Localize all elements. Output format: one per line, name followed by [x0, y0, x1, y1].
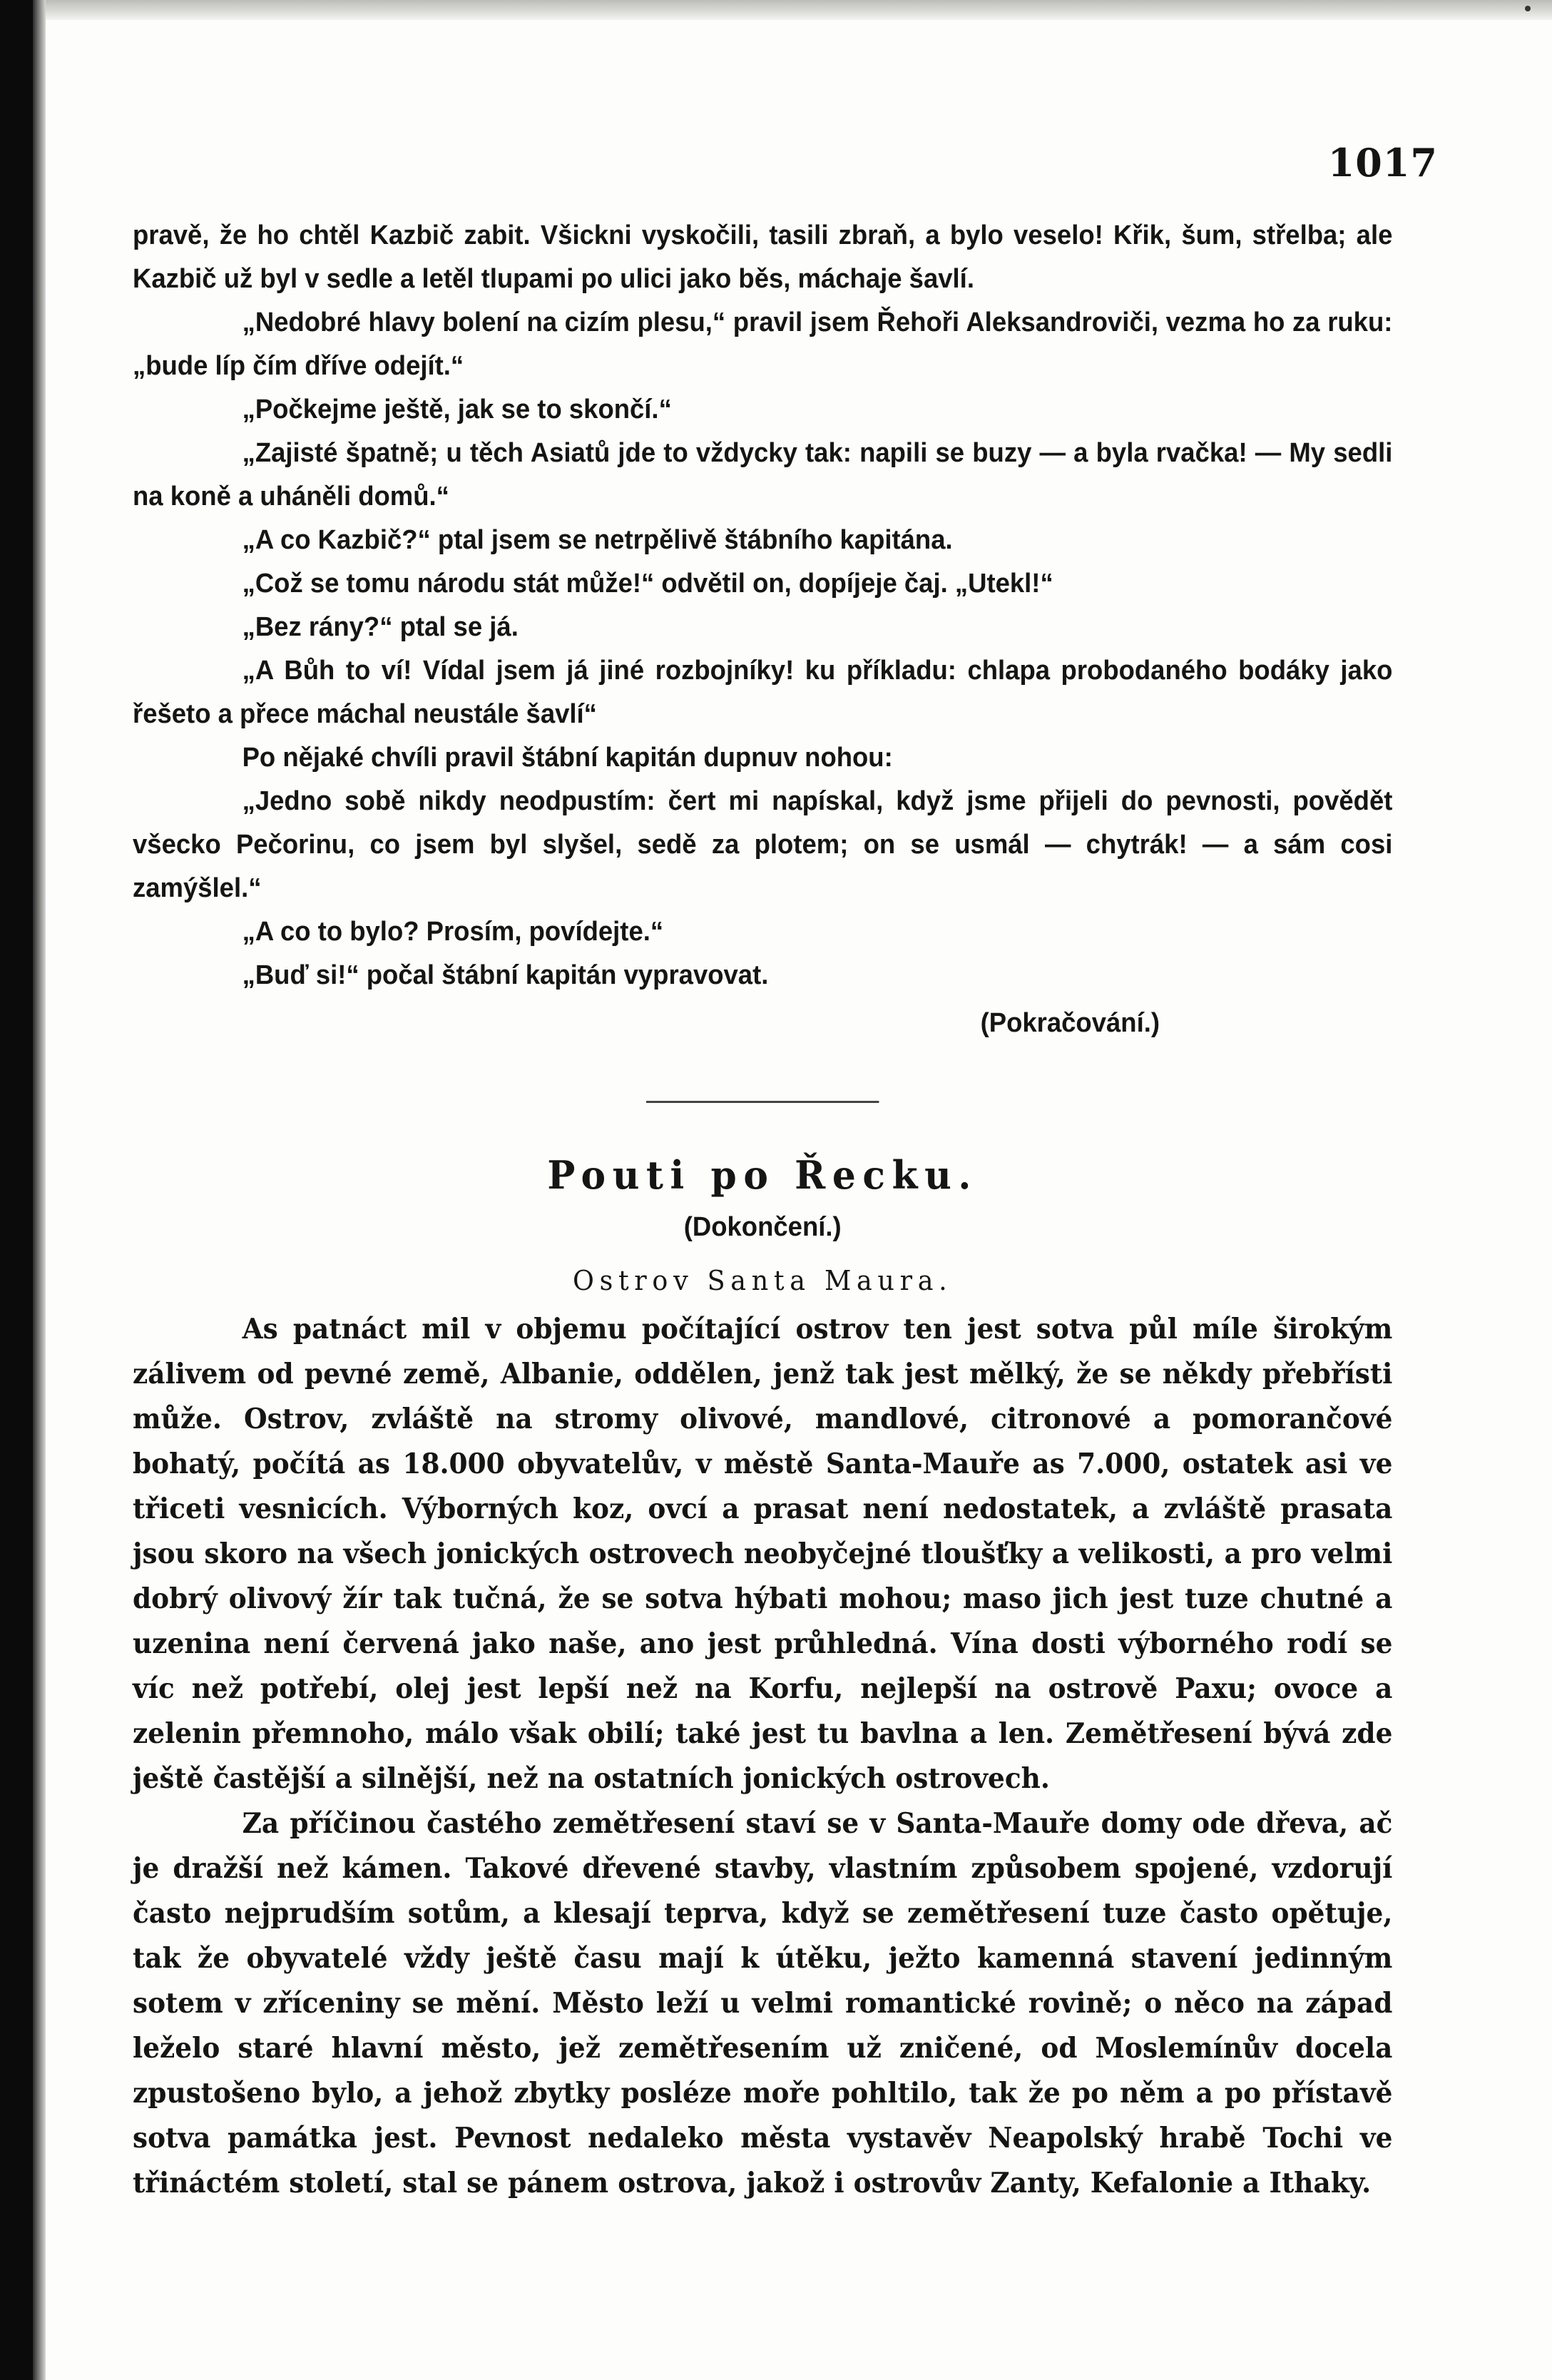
story-paragraph-6: „Což se tomu národu stát může!“ odvětil on, dopíjeje čaj. „Utekl!“ [242, 569, 1053, 599]
article-paragraph-2: Za příčinou častého zemětřesení staví se v Santa-Mauře domy ode dřeva, ač je dražší než kámen. Takové dřevené stavby, vlastním způsobem spojené, vzdorují často nejprudším sotům, a klesají teprva, když se zemětřesení tuze často opětuje, tak že obyvatelé vždy ještě času mají k útěku, ježto kamenná stavení jedinným sotem v zříceniny se mění. Město leží u velmi romantické rovině; o něco na západ leželo staré hlavní město, jež zemětřesením už zničené, od Moslemínův docela zpustošeno bylo, a jehož zbytky posléze moře pohltilo, tak že po něm a po přístavě sotva památka jest. Pevnost nedaleko města vystavěv Neapolský hrabě Tochi ve třináctém století, stal se pánem ostrova, jakož i ostrovův Zanty, Kefalonie a Ithaky. [133, 1807, 1393, 2200]
text-column [133, 214, 1392, 2206]
article-title: Pouti po Řecku. [547, 1152, 979, 1198]
story-paragraph-1: pravě, že ho chtěl Kazbič zabit. Všickni vyskočili, tasili zbraň, a bylo veselo! Křik, šum, střelba; ale Kazbič už byl v sedle a letěl tlupami po ulici jako běs, máchaje šavlí. [133, 220, 1393, 294]
article-paragraph-1: As patnáct mil v objemu počítající ostrov ten jest sotva půl míle širokým zálivem od pevné země, Albanie, oddělen, jenž tak jest mělký, že se někdy přebřísti může. Ostrov, zvláště na stromy olivové, mandlové, citronové a pomorančové bohatý, počítá as 18.000 obyvatelův, v městě Santa-Mauře as 7.000, ostatek asi ve třiceti vesnicích. Výborných koz, ovcí a prasat není nedostatek, a zvláště prasata jsou skoro na všech jonických ostrovech neobyčejné tloušťky a velikosti, a pro velmi dobrý olivový žír tak tučná, že se sotva hýbati mohou; maso jich jest tuze chutné a uzenina není červená jako naše, ano jest průhledná. Vína dosti výborného rodí se víc než potřebí, olej jest lepší než na Korfu, nejlepší na ostrově Paxu; ovoce a zelenin přemnoho, málo však obilí; také jest tu bavlna a len. Zemětřesení bývá zde ještě častější a silnější, než na ostatních jonických ostrovech. [133, 1313, 1393, 1795]
story-paragraph-7: „Bez rány?“ ptal se já. [242, 612, 519, 642]
scan-gutter-shadow [33, 0, 46, 2380]
scan-top-shadow [0, 0, 1552, 20]
story-paragraph-2: „Nedobré hlavy bolení na cizím plesu,“ pravil jsem Řehoři Aleksandroviči, vezma ho za ruku: „bude líp čím dříve odejít.“ [133, 307, 1393, 381]
story-paragraph-9: Po nějaké chvíli pravil štábní kapitán dupnuv nohou: [242, 743, 893, 773]
article-subtitle: (Dokončení.) [683, 1212, 842, 1242]
story-paragraph-4: „Zajisté špatně; u těch Asiatů jde to vždycky tak: napili se buzy — a byla rvačka! — My sedli na koně a uháněli domů.“ [133, 438, 1393, 512]
article-body [133, 1307, 1392, 2206]
story-paragraph-10: „Jedno sobě nikdy neodpustím: čert mi napískal, když jsme přijeli do pevnosti, povědět všecko Pečorinu, co jsem byl slyšel, sedě za plotem; on se usmál — chytrák! — a sám cosi zamýšlel.“ [133, 786, 1393, 903]
story-paragraph-11: „A co to bylo? Prosím, povídejte.“ [242, 917, 664, 947]
section-heading: Ostrov Santa Maura. [572, 1265, 953, 1296]
page-number: 1017 [1327, 140, 1438, 185]
story-paragraph-12: „Buď si!“ počal štábní kapitán vypravovat. [242, 960, 769, 990]
story-paragraph-5: „A co Kazbič?“ ptal jsem se netrpělivě štábního kapitána. [242, 525, 953, 555]
to-be-continued: (Pokračování.) [980, 1008, 1160, 1038]
section-divider [646, 1101, 879, 1103]
scan-speck [1525, 6, 1531, 11]
story-paragraph-3: „Počkejme ještě, jak se to skončí.“ [242, 395, 672, 424]
story-paragraph-8: „A Bůh to ví! Vídal jsem já jiné rozbojníky! ku příkladu: chlapa probodaného bodáky jako řešeto a přece máchal neustále šavlí“ [133, 656, 1393, 729]
scan-left-border [0, 0, 33, 2380]
